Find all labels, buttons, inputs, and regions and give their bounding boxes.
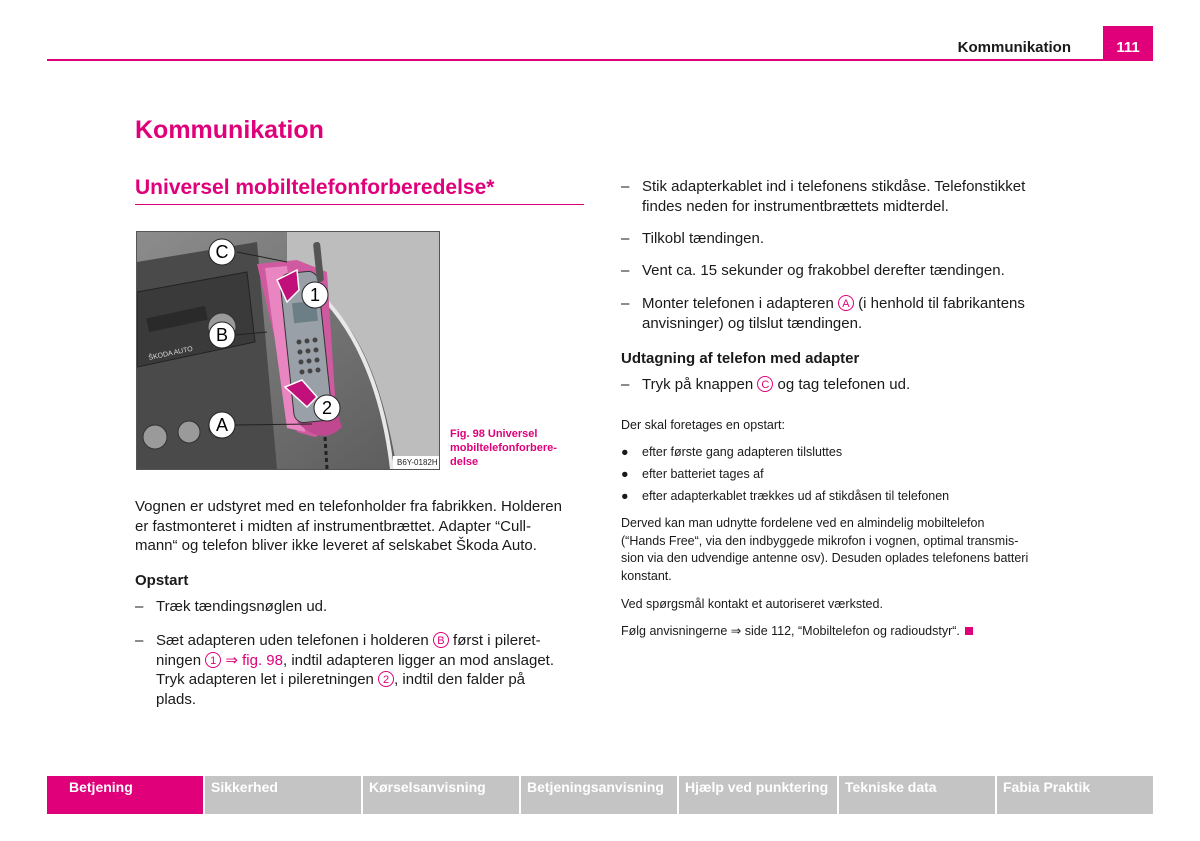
right-step-3: – Vent ca. 15 sekunder og frakobbel derefter tændingen. [621, 261, 1091, 281]
bullet-item: ● efter første gang adapteren tilsluttes [621, 444, 1091, 461]
label-a: A [215, 415, 229, 435]
step-text: Tryk på knappen [642, 376, 758, 393]
section-title: Universel mobiltelefonforberedelse* [135, 176, 495, 199]
step-text: , indtil adapteren ligger an mod anslaget. [282, 651, 554, 669]
note-intro: Der skal foretages en opstart: [621, 418, 785, 432]
bullet-item: ● efter adapterkablet trækkes ud af stikdåsen til telefonen [621, 488, 1091, 505]
right-step-4: – Monter telefonen i adapteren A (i henhold til fabrikantens anvisninger) og tilslut tændingen. [621, 295, 1025, 332]
dashboard-brand-text: ŠKODA AUTO [147, 345, 194, 362]
right-step-2: – Tilkobl tændingen. [621, 229, 1091, 249]
label-b: B [215, 325, 229, 345]
label-2: 2 [321, 398, 333, 418]
header-rule [47, 59, 1153, 61]
running-header: Kommunikation [957, 39, 1071, 56]
ref-circle-1: 1 [205, 652, 221, 668]
paragraph-line: konstant. [621, 568, 672, 583]
bullet-text: efter batteriet tages af [642, 467, 764, 481]
label-1: 1 [309, 285, 321, 305]
bullet-text: efter første gang adapteren tilsluttes [642, 445, 843, 459]
intro-line: er fastmonteret i midten af instrumentbrættet. Adapter “Cull- [135, 517, 531, 535]
nav-tab-korselsanvisning[interactable]: Kørselsanvisning [363, 776, 519, 814]
caption-line: delse [450, 456, 479, 468]
figure-code: B6Y-0182H [397, 458, 438, 467]
end-marker-icon [965, 627, 973, 635]
bullet-text: efter adapterkablet trækkes ud af stikdåsen til telefonen [642, 489, 950, 503]
phone-holder-illustration [137, 232, 439, 469]
step-text: Monter telefonen i adapteren [642, 295, 838, 312]
nav-tab-tekniske-data[interactable]: Tekniske data [839, 776, 995, 814]
section-rule [135, 204, 584, 205]
ref-circle-a: A [838, 295, 854, 311]
step-text: først i pileret- [448, 632, 541, 649]
nav-tab-hjaelp-ved-punktering[interactable]: Hjælp ved punktering [679, 776, 837, 814]
paragraph-line: sion via den udvendige antenne osv). Desuden oplades telefonens batteri [621, 551, 1029, 565]
step-text: Tilkobl tændingen. [642, 230, 765, 247]
figure-caption [450, 427, 580, 469]
nav-tab-sikkerhed[interactable]: Sikkerhed [205, 776, 361, 814]
follow-text: Følg anvisningerne ⇒ side 112, “Mobiltelefon og radioudstyr“. [621, 624, 960, 638]
ref-circle-2: 2 [378, 671, 394, 687]
opstart-step-1: – Træk tændingsnøglen ud. [135, 597, 595, 617]
udtagning-step: – Tryk på knappen C og tag telefonen ud. [621, 376, 911, 393]
bullet-item: ● efter batteriet tages af [621, 466, 1091, 483]
step-text: anvisninger) og tilslut tændingen. [642, 314, 863, 332]
ref-circle-c: C [757, 376, 773, 392]
page-number: 111 [1103, 26, 1153, 60]
paragraph-line: Derved kan man udnytte fordelene ved en almindelig mobiltelefon [621, 516, 985, 530]
step-text: , indtil den falder på [394, 671, 525, 688]
step-text: ningen [156, 651, 206, 669]
caption-line: Fig. 98 Universel [450, 428, 538, 440]
nav-tab-betjeningsanvisning[interactable]: Betjeningsanvisning [521, 776, 677, 814]
contact-paragraph: Ved spørgsmål kontakt et autoriseret værksted. [621, 597, 883, 611]
step-text: Træk tændingsnøglen ud. [156, 598, 328, 615]
figure-link[interactable]: ⇒ fig. 98 [221, 651, 283, 669]
derved-paragraph [621, 515, 1091, 585]
nav-tab-betjening[interactable]: Betjening [47, 776, 203, 814]
step-text: og tag telefonen ud. [773, 376, 911, 393]
intro-line: mann“ og telefon bliver ikke leveret af selskabet Škoda Auto. [135, 537, 537, 554]
step-text: plads. [156, 690, 197, 708]
ref-circle-b: B [433, 632, 449, 648]
intro-line: Vognen er udstyret med en telefonholder fra fabrikken. Holderen [135, 498, 562, 515]
paragraph-line: (“Hands Free“, via den indbyggede mikrofon i vognen, optimal transmis- [621, 533, 1019, 548]
caption-line: mobiltelefonforbere- [450, 442, 557, 454]
udtagning-heading: Udtagning af telefon med adapter [621, 350, 860, 367]
step-text: Stik adapterkablet ind i telefonens stikdåse. Telefonstikket [642, 178, 1026, 195]
label-c: C [215, 242, 229, 262]
step-text: (i henhold til fabrikantens [853, 295, 1025, 312]
figure-98-phone-holder [136, 231, 440, 470]
opstart-step-2: – Sæt adapteren uden telefonen i holderen B først i pileret- ningen 1 ⇒ fig. 98, indtil adapteren ligger an mod anslaget. Tryk adapteren let i pileretningen 2 , indtil den falder på plads. [135, 632, 554, 708]
step-text: Vent ca. 15 sekunder og frakobbel derefter tændingen. [642, 262, 1005, 279]
intro-paragraph [135, 497, 595, 556]
opstart-heading: Opstart [135, 572, 189, 589]
step-text: Tryk adapteren let i pileretningen [156, 671, 379, 688]
nav-tab-fabia-praktik[interactable]: Fabia Praktik [997, 776, 1153, 814]
step-text: findes neden for instrumentbrættets midterdel. [642, 197, 949, 215]
follow-paragraph [621, 623, 973, 641]
chapter-title: Kommunikation [135, 116, 324, 144]
right-step-1: – Stik adapterkablet ind i telefonens stikdåse. Telefonstikket findes neden for instrumentbrættets midterdel. [621, 178, 1026, 215]
step-text: Sæt adapteren uden telefonen i holderen [156, 632, 433, 649]
